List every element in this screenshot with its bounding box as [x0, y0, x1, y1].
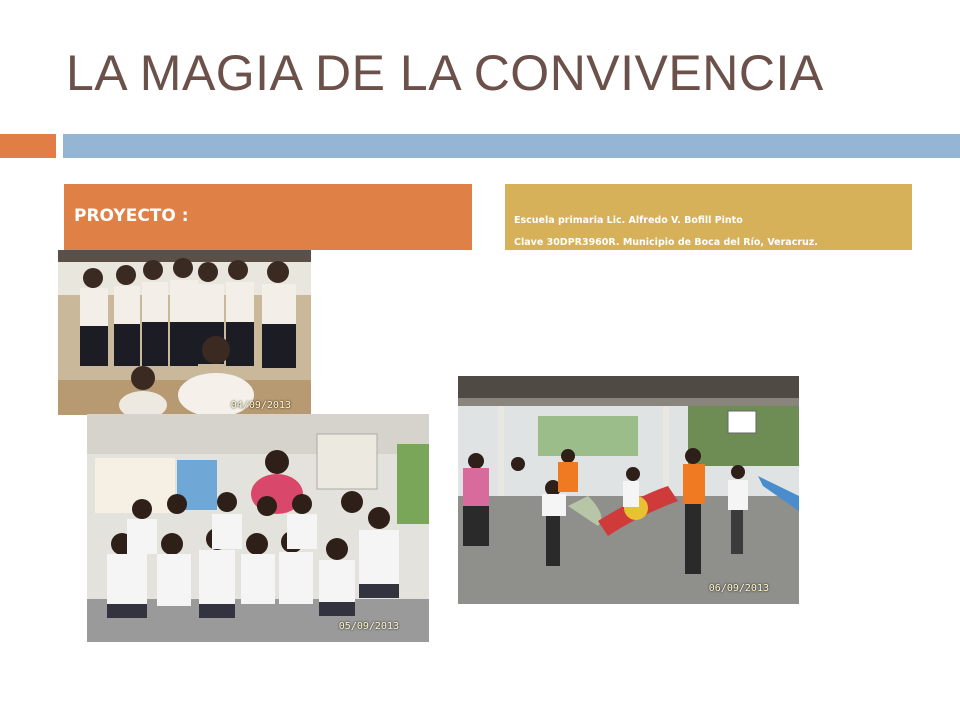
photo-date: 05/09/2013 [338, 621, 399, 632]
photo-classroom-group-image [87, 414, 429, 642]
photo-outdoor-activity-image [458, 376, 799, 604]
school-code: Clave 30DPR3960R. Municipio de Boca del Río, Veracruz. [514, 237, 818, 248]
photo-classroom-group [87, 414, 429, 642]
school-info-box [505, 184, 912, 250]
accent-bar-blue [63, 134, 960, 158]
project-label: PROYECTO : [74, 206, 189, 226]
project-label-box [64, 184, 472, 250]
photo-date: 04/09/2013 [230, 400, 291, 411]
photo-date: 06/09/2013 [708, 583, 769, 594]
photo-outdoor-activity [458, 376, 799, 604]
slide-title: LA MAGIA DE LA CONVIVENCIA [66, 45, 824, 101]
accent-bar-orange [0, 134, 56, 158]
photo-girls-group [58, 250, 311, 415]
photo-girls-group-image [58, 250, 311, 415]
school-name: Escuela primaria Lic. Alfredo V. Bofill Pinto [514, 215, 743, 226]
